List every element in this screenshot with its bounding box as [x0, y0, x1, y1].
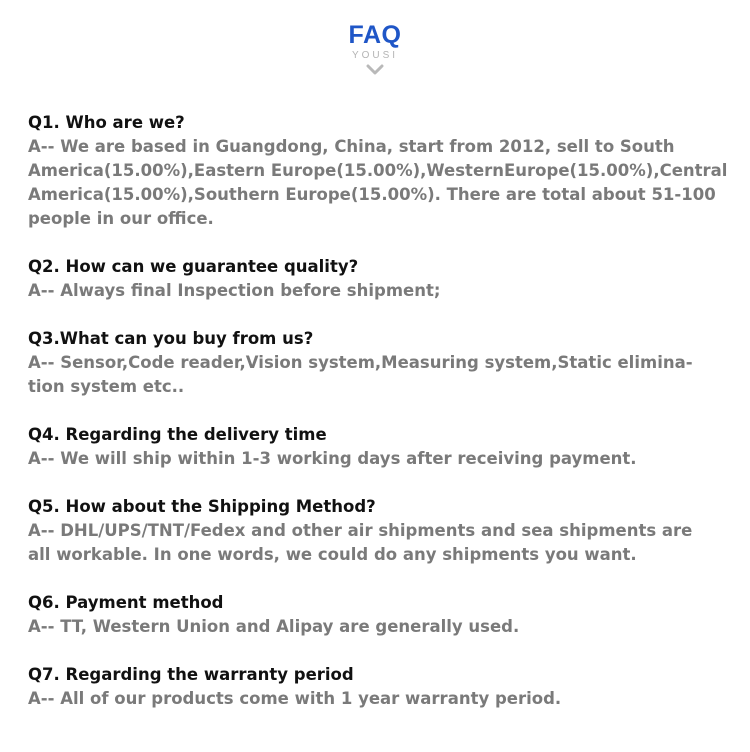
faq-item	[28, 111, 728, 231]
answer-line: tion system etc..	[28, 377, 185, 396]
faq-item	[28, 423, 728, 471]
faq-answer	[28, 519, 728, 567]
faq-question: Q5. How about the Shipping Method?	[28, 497, 376, 516]
faq-answer	[28, 135, 728, 231]
answer-line: A-- TT, Western Union and Alipay are generally used.	[28, 617, 520, 636]
faq-question: Q2. How can we guarantee quality?	[28, 257, 359, 276]
answer-line: A-- DHL/UPS/TNT/Fedex and other air shipments and sea shipments are	[28, 521, 693, 540]
answer-line: people in our office.	[28, 209, 214, 228]
faq-question: Q7. Regarding the warranty period	[28, 665, 354, 684]
faq-item	[28, 255, 728, 303]
faq-answer	[28, 687, 728, 711]
faq-item	[28, 495, 728, 567]
answer-line: America(15.00%),Southern Europe(15.00%). There are total about 51-100	[28, 185, 716, 204]
brand-subtitle: YOUSI	[351, 50, 399, 61]
faq-item	[28, 591, 728, 639]
answer-line: A-- All of our products come with 1 year warranty period.	[28, 689, 562, 708]
faq-item	[28, 663, 728, 711]
faq-item	[28, 327, 728, 399]
chevron-down-icon	[366, 64, 384, 76]
answer-line: America(15.00%),Eastern Europe(15.00%),WesternEurope(15.00%),Central	[28, 161, 728, 180]
faq-list	[28, 111, 728, 735]
faq-question: Q3.What can you buy from us?	[28, 329, 314, 348]
answer-line: A-- Always final Inspection before shipment;	[28, 281, 441, 300]
faq-answer	[28, 615, 728, 639]
faq-question: Q6. Payment method	[28, 593, 224, 612]
faq-answer	[28, 447, 728, 471]
answer-line: A-- Sensor,Code reader,Vision system,Measuring system,Static elimina-	[28, 353, 693, 372]
answer-line: A-- We are based in Guangdong, China, start from 2012, sell to South	[28, 137, 675, 156]
faq-header	[0, 20, 750, 76]
faq-question: Q4. Regarding the delivery time	[28, 425, 327, 444]
answer-line: all workable. In one words, we could do any shipments you want.	[28, 545, 637, 564]
answer-line: A-- We will ship within 1-3 working days after receiving payment.	[28, 449, 637, 468]
faq-answer	[28, 351, 728, 399]
faq-answer	[28, 279, 728, 303]
faq-question: Q1. Who are we?	[28, 113, 185, 132]
page-title: FAQ	[348, 21, 402, 49]
